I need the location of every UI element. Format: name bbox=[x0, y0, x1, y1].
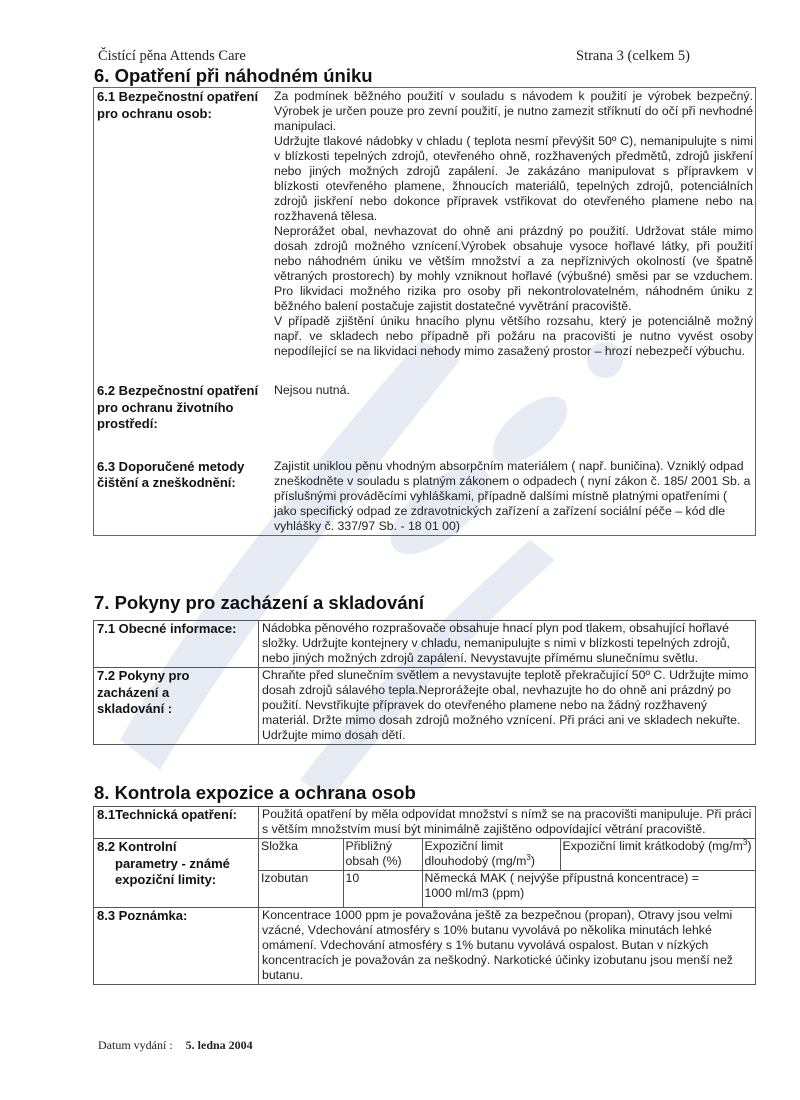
label-line: 8.2 Kontrolní bbox=[97, 839, 177, 854]
section-6-title: 6. Opatření při náhodném úniku bbox=[94, 65, 373, 86]
col-header-component: Složka bbox=[261, 839, 298, 853]
table-row bbox=[94, 383, 756, 459]
row-value-7-2: Chraňte před slunečním světlem a nevystavujte teplotě překračující 50º C. Udržujte mimo dosah zdrojů sálavého tepla.Neprorážejte obal, nevhazujte ho do ohně ani prázdný po použití. Nevstřikujte přípravek do otevřeného plamene nebo na žádný rozžhavený materiál. Držte mimo dosah zdrojů možného vznícení. Při práci ani ve skladech nekuřte. Udržujte mimo dosah dětí. bbox=[262, 668, 749, 742]
cell-component: Izobutan bbox=[261, 871, 309, 885]
issue-date-label: Datum vydání : bbox=[98, 1038, 173, 1052]
table-header-row bbox=[259, 839, 755, 871]
exposure-limits-table bbox=[259, 839, 755, 907]
table-row bbox=[94, 459, 756, 536]
row-value-8-1: Použitá opatření by měla odpovídat množství s nímž se na pracovišti manipuluje. Při práci s větším množstvím musí být minimálně zajištěno odpovídající větrání pracoviště. bbox=[262, 807, 752, 836]
page-number: Strana 3 (celkem 5) bbox=[576, 48, 690, 64]
table-row bbox=[94, 668, 756, 745]
paragraph: V případě zjištění úniku hnacího plynu většího rozsahu, který je potenciálně možný např. ve skladech nebo případně při požáru na pracovišti je nutno vyvést osoby nepodílející se na likvidaci nehody mimo zasažený prostor – hrozí nebezpečí výbuchu. bbox=[274, 314, 753, 358]
row-value-7-1: Nádobka pěnového rozprašovače obsahuje hnací plyn pod tlakem, obsahující hořlavé složky. Udržujte kontejnery v chladu, nemanipulujte s nimi v blízkosti tepelných zdrojů, nebo jiných možných zdrojů zapálení. Nevystavujte přímému slunečnímu světlu. bbox=[262, 621, 730, 665]
section-7-table bbox=[93, 620, 756, 745]
row-value-6-2: Nejsou nutná. bbox=[274, 383, 350, 397]
cell-limit: Německá MAK ( nejvýše přípustná koncentrace) = 1000 ml/m3 (ppm) bbox=[424, 871, 699, 900]
table-row bbox=[259, 871, 755, 908]
header-text: Expoziční limit dlouhodobý (mg/m bbox=[424, 839, 527, 868]
paragraph: Za podmínek běžného použití v souladu s návodem k použití je výrobek bezpečný. Výrobek je určen pouze pro zevní použití, je nutno zamezit stříknutí do očí při nevhodné manipulaci. bbox=[274, 89, 753, 133]
header-text: ) bbox=[530, 854, 535, 868]
paragraph: Neprorážet obal, nevhazovat do ohně ani prázdný po použití. Udržovat stále mimo dosah zdrojů možného vznícení.Výrobek obsahuje vysoce hořlavé látky, při použití nebo náhodném úniku ve větším množství a za nepříznivých okolností (ve špatně větraných prostorech) by mohly vzniknout hořlavé (výbušné) směsi par se vzduchem. Pro likvidaci možného rizika pro osoby při nekontrolovatelném, náhodném úniku z běžného balení postačuje zajistit dostatečné vyvětrání pracoviště. bbox=[274, 224, 753, 313]
row-label-8-3: 8.3 Poznámka: bbox=[97, 908, 188, 923]
row-label-7-2: 7.2 Pokyny pro zacházení a skladování : bbox=[97, 668, 190, 716]
col-header-short-term bbox=[560, 839, 755, 871]
section-7-title: 7. Pokyny pro zacházení a skladování bbox=[94, 592, 425, 613]
section-8-title: 8. Kontrola expozice a ochrana osob bbox=[94, 782, 416, 803]
paragraph: Udržujte tlakové nádobky v chladu ( teplota nesmí převýšit 50º C), nemanipulujte s nimi v blízkosti tepelných zdrojů, otevřeného ohně, rozžhavených předmětů, zdrojů jiskření nebo jiných možných zdrojů zapálení. Je zakázáno manipulovat s přípravkem v blízkosti otevřeného plamene, žhnoucích materiálů, tepelných zdrojů, potenciálních zdrojů jiskření nebo dokonce přípravek vstřikovat do otevřeného plamene nebo na rozžhavená tělesa. bbox=[274, 134, 753, 223]
row-value-6-3: Zajistit uniklou pěnu vhodným absorpčním materiálem ( např. buničina). Vzniklý odpad zneškodněte v souladu s platným zákonem o odpadech ( nyní zákon č. 185/ 2001 Sb. a příslušnými prováděcími vyhláškami, případně dalšími místně platnými opatřeními ( jako specifický odpad ze zdravotnických zařízení a zařízení sociální péče – kód dle vyhlášky č. 337/97 Sb. - 18 01 00) bbox=[274, 458, 751, 533]
col-header-content: Přibližný obsah (%) bbox=[345, 839, 402, 868]
row-label-6-1: 6.1 Bezpečnostní opatření pro ochranu osob: bbox=[97, 89, 259, 121]
row-label-6-2: 6.2 Bezpečnostní opatření pro ochranu životního prostředí: bbox=[97, 383, 259, 431]
section-8-table bbox=[93, 806, 756, 985]
header-text: Expoziční limit krátkodobý (mg/m bbox=[562, 839, 743, 853]
page-footer bbox=[98, 1038, 253, 1053]
product-name: Čistící pěna Attends Care bbox=[98, 48, 246, 64]
row-value-8-3: Koncentrace 1000 ppm je považována ještě za bezpečnou (propan), Otravy jsou velmi vzácné, Vdechování atmosféry s 10% butanu vyvolává po několika minutách lehké omámení. Vdechování atmosféry s 1% butanu vyvolává ospalost. Butan v nízkých koncentracích je považován za neškodný. Narkotické účinky izobutanu jsou menší než butanu. bbox=[262, 908, 733, 982]
superscript: 3 bbox=[742, 837, 748, 847]
row-label-8-2 bbox=[97, 839, 256, 889]
table-row bbox=[94, 839, 756, 908]
col-header-long-term bbox=[422, 839, 560, 871]
table-row bbox=[94, 88, 756, 384]
header-text: ) bbox=[747, 839, 752, 853]
row-label-6-3: 6.3 Doporučené metody čištění a zneškodnění: bbox=[97, 458, 245, 490]
superscript: 3 bbox=[526, 852, 531, 862]
label-line: parametry - známé expoziční limity: bbox=[115, 855, 230, 887]
row-label-8-1: 8.1Technická opatření: bbox=[97, 807, 237, 822]
cell-content: 10 bbox=[345, 871, 360, 885]
section-6-table bbox=[93, 87, 756, 536]
table-row bbox=[94, 807, 756, 839]
issue-date: 5. ledna 2004 bbox=[185, 1038, 253, 1052]
row-label-7-1: 7.1 Obecné informace: bbox=[97, 621, 237, 636]
table-row bbox=[94, 621, 756, 668]
table-row bbox=[94, 908, 756, 985]
